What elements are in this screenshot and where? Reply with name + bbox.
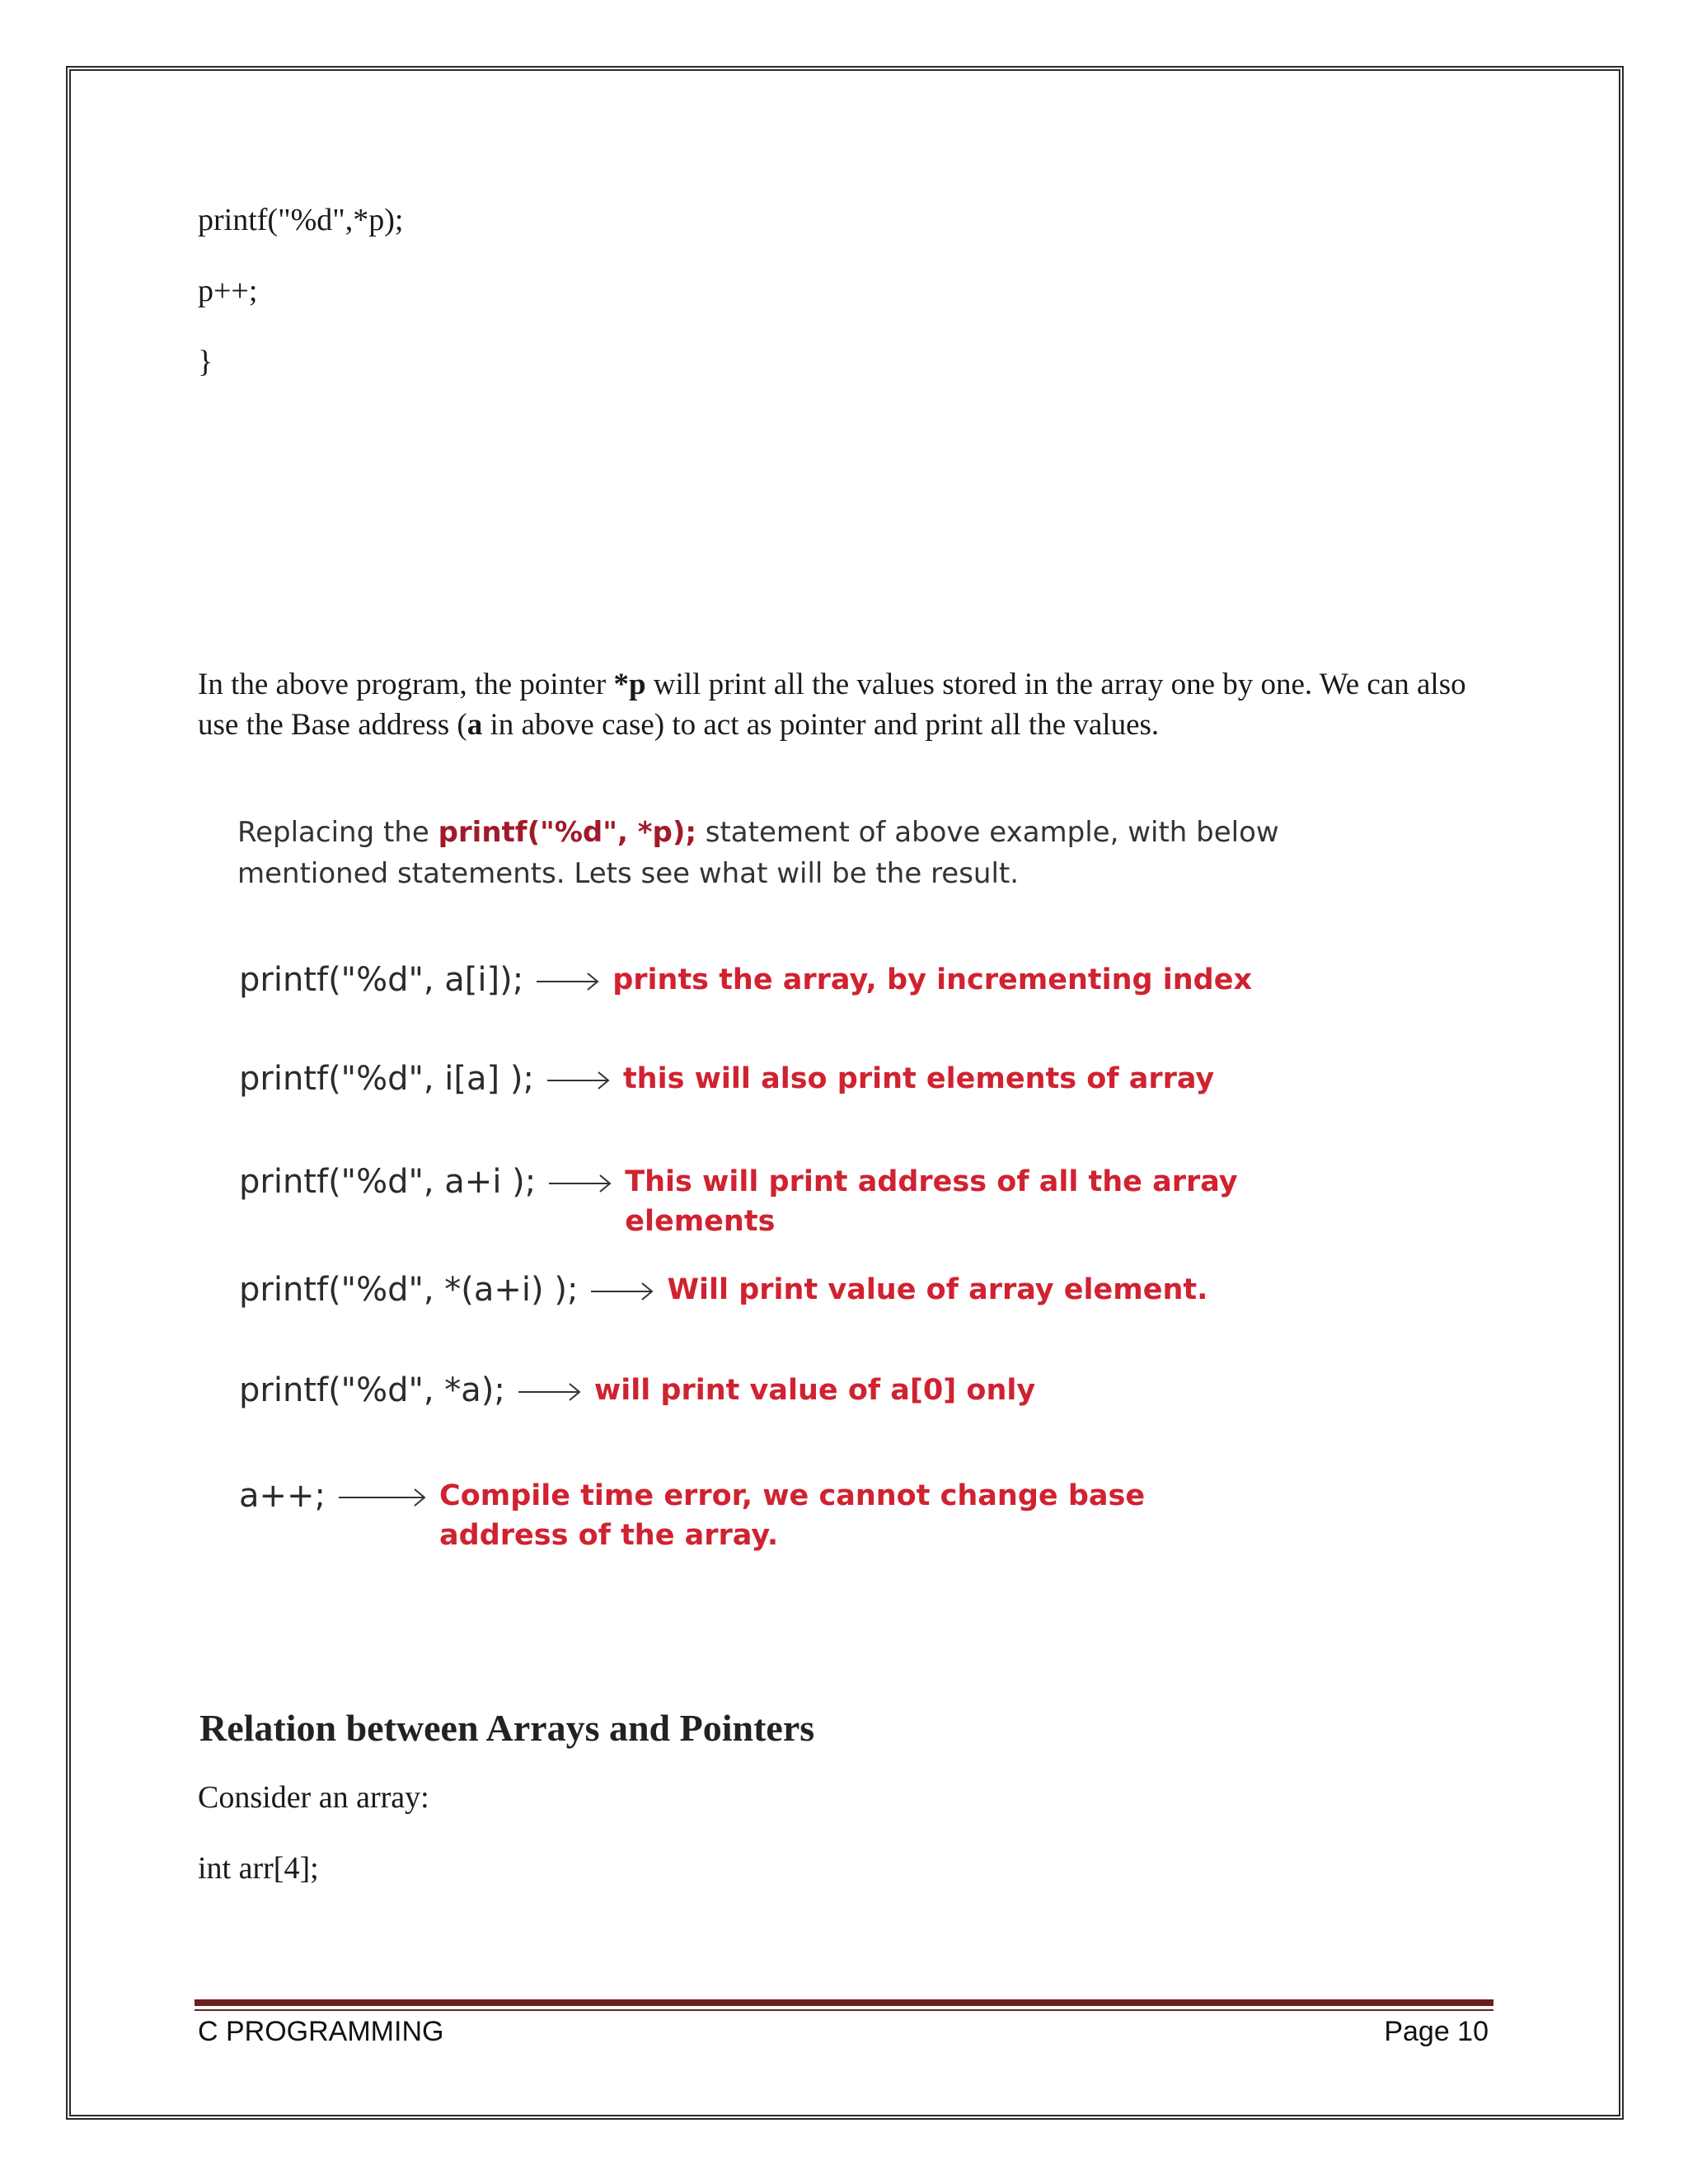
figure-row-desc: will print value of a[0] only <box>593 1374 1036 1407</box>
figure-intro-post: statement of above example, with below mentioned statements. Lets see what will be the result. <box>237 816 1279 890</box>
figure-row <box>239 1270 1207 1310</box>
page-number: Page 10 <box>1384 2016 1489 2047</box>
code-line-printf: printf("%d",*p); <box>198 203 404 237</box>
footer-rule <box>195 1999 1493 2006</box>
right-arrow-icon <box>517 1371 583 1410</box>
figure-row-desc: Will print value of array element. <box>667 1273 1208 1306</box>
figure-row <box>239 1162 1335 1241</box>
section-code-declaration: int arr[4]; <box>198 1851 319 1886</box>
figure-row-desc: this will also print elements of array <box>622 1062 1215 1095</box>
right-arrow-icon <box>337 1476 428 1516</box>
paragraph-text-1: In the above program, the pointer <box>198 668 614 701</box>
figure-row-code: printf("%d", a[i]); <box>239 961 524 999</box>
figure-intro-pre: Replacing the <box>237 816 438 849</box>
figure-row <box>239 1476 1231 1555</box>
figure-row-code: printf("%d", *(a+i) ); <box>239 1271 579 1309</box>
right-arrow-icon <box>535 960 601 1000</box>
example-figure <box>198 787 1335 1611</box>
figure-row-code: printf("%d", *a); <box>239 1371 505 1409</box>
section-text-consider: Consider an array: <box>198 1780 429 1815</box>
paragraph-bold-base: a <box>467 708 483 742</box>
right-arrow-icon <box>546 1059 612 1099</box>
explanation-paragraph <box>198 664 1484 745</box>
figure-row-code: printf("%d", i[a] ); <box>239 1060 534 1098</box>
paragraph-text-2: will print all the values stored in the array one by one. We can also use the Base address ( <box>198 668 1466 742</box>
figure-row <box>239 1371 1035 1410</box>
figure-row-code: a++; <box>239 1477 326 1515</box>
figure-intro <box>237 812 1309 894</box>
figure-row <box>239 960 1252 1000</box>
code-line-close-brace: } <box>198 344 213 379</box>
paragraph-bold-pointer: *p <box>613 668 646 701</box>
paragraph-text-3: in above case) to act as pointer and print all the values. <box>482 708 1160 742</box>
right-arrow-icon <box>547 1162 613 1202</box>
figure-row-code: printf("%d", a+i ); <box>239 1163 537 1201</box>
figure-intro-highlight: printf("%d", *p); <box>438 816 696 849</box>
figure-row-desc: prints the array, by incrementing index <box>612 963 1253 996</box>
figure-row-desc: This will print address of all the array elements <box>625 1165 1238 1238</box>
right-arrow-icon <box>589 1270 655 1310</box>
figure-row-desc: Compile time error, we cannot change base address of the array. <box>439 1479 1146 1552</box>
section-heading: Relation between Arrays and Pointers <box>199 1707 815 1749</box>
footer-title: C PROGRAMMING <box>198 2016 444 2047</box>
figure-row <box>239 1059 1214 1099</box>
code-line-increment: p++; <box>198 274 258 308</box>
